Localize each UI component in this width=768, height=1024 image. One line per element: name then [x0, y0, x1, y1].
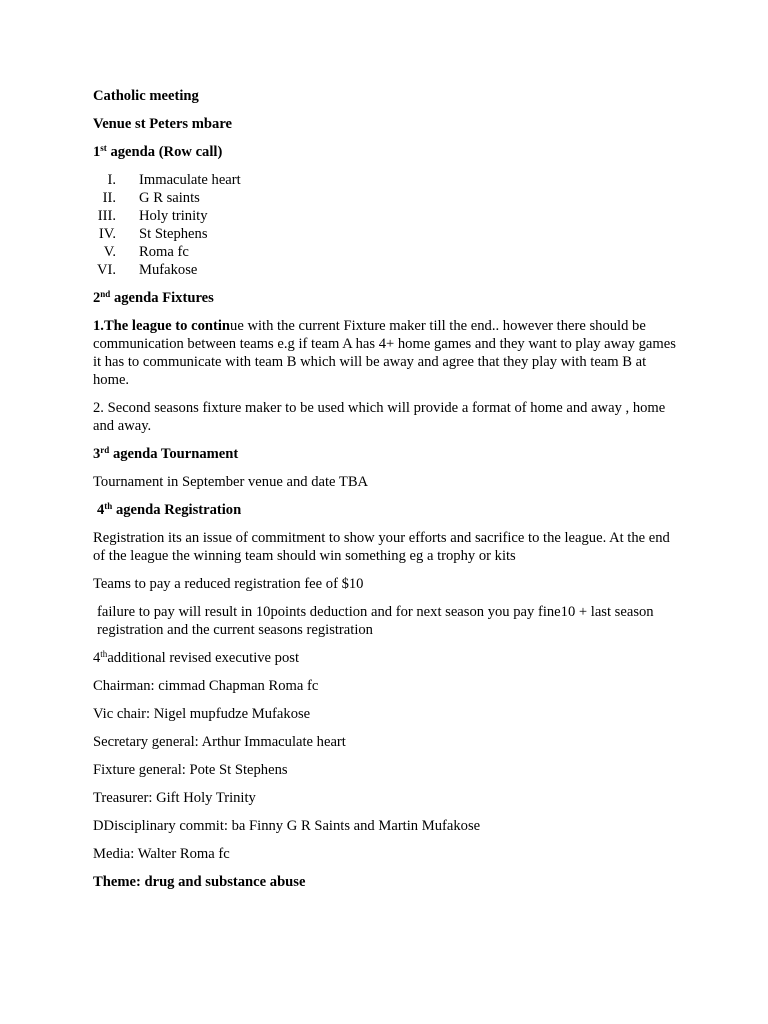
- agenda-1-number: 1: [93, 144, 101, 160]
- agenda-2-ordinal: nd: [100, 289, 111, 299]
- document-body: [93, 87, 678, 901]
- list-team-name: Immaculate heart: [139, 172, 241, 188]
- executive-post: Chairman: cimmad Chapman Roma fc: [93, 678, 319, 694]
- list-numeral: II.: [102, 190, 116, 206]
- list-item: [93, 171, 678, 189]
- executive-post: Secretary general: Arthur Immaculate heart: [93, 734, 346, 750]
- list-team-name: G R saints: [139, 190, 200, 206]
- theme-line: Theme: drug and substance abuse: [93, 874, 306, 890]
- agenda-4-title: agenda Registration: [112, 502, 242, 518]
- list-team-name: Roma fc: [139, 244, 189, 260]
- roll-call-list: [93, 171, 678, 279]
- fixtures-paragraph-1-rest: ue with the current Fixture maker till the end.. however there should be communication between teams e.g if team A has 4+ home games and they want to play away games it has to communicate with team B which will be away and agree that they play with team B at home.: [93, 318, 676, 388]
- executive-post: Treasurer: Gift Holy Trinity: [93, 790, 256, 806]
- executive-title: additional revised executive post: [107, 650, 299, 666]
- list-numeral: VI.: [96, 262, 116, 278]
- list-team-name: Holy trinity: [139, 208, 208, 224]
- agenda-2-heading: [93, 289, 678, 307]
- agenda-4-heading: [93, 501, 678, 519]
- agenda-3-title: agenda Tournament: [109, 446, 239, 462]
- venue-line: Venue st Peters mbare: [93, 116, 233, 132]
- agenda-2-title: agenda Fixtures: [110, 290, 214, 306]
- list-item: [93, 189, 678, 207]
- executive-number: 4: [93, 650, 101, 666]
- agenda-1-ordinal: st: [100, 143, 107, 153]
- tournament-paragraph: Tournament in September venue and date TBA: [93, 474, 369, 490]
- fixtures-paragraph-2: 2. Second seasons fixture maker to be used which will provide a format of home and away , home and away.: [93, 400, 666, 434]
- agenda-3-heading: [93, 445, 678, 463]
- list-item: [93, 225, 678, 243]
- agenda-1-title: agenda (Row call): [106, 144, 223, 160]
- fixtures-paragraph-1: [93, 317, 678, 389]
- agenda-3-number: 3: [93, 446, 101, 462]
- registration-paragraph-2: Teams to pay a reduced registration fee of $10: [93, 576, 364, 592]
- list-numeral: I.: [107, 172, 116, 188]
- executive-post: Vic chair: Nigel mupfudze Mufakose: [93, 706, 311, 722]
- list-item: [93, 261, 678, 279]
- list-team-name: St Stephens: [139, 226, 208, 242]
- list-numeral: IV.: [98, 226, 116, 242]
- agenda-1-heading: [93, 143, 678, 161]
- list-team-name: Mufakose: [139, 262, 198, 278]
- fixtures-paragraph-1-bold: 1.The league to contin: [93, 318, 231, 334]
- registration-paragraph-3: failure to pay will result in 10points deduction and for next season you pay fine10 + last season registration and the current seasons registration: [97, 604, 654, 638]
- executive-post: DDisciplinary commit: ba Finny G R Saints and Martin Mufakose: [93, 818, 481, 834]
- executive-heading: [93, 649, 678, 667]
- list-item: [93, 207, 678, 225]
- list-item: [93, 243, 678, 261]
- agenda-4-ordinal: th: [104, 501, 113, 511]
- executive-ordinal: th: [100, 649, 108, 659]
- agenda-4-number: 4: [97, 502, 105, 518]
- document-title: Catholic meeting: [93, 88, 199, 104]
- agenda-3-ordinal: rd: [100, 445, 110, 455]
- list-numeral: V.: [103, 244, 116, 260]
- agenda-2-number: 2: [93, 290, 101, 306]
- executive-post: Media: Walter Roma fc: [93, 846, 230, 862]
- executive-post: Fixture general: Pote St Stephens: [93, 762, 288, 778]
- registration-paragraph-1: Registration its an issue of commitment to show your efforts and sacrifice to the league. At the end of the league the winning team should win something eg a trophy or kits: [93, 530, 670, 564]
- list-numeral: III.: [97, 208, 116, 224]
